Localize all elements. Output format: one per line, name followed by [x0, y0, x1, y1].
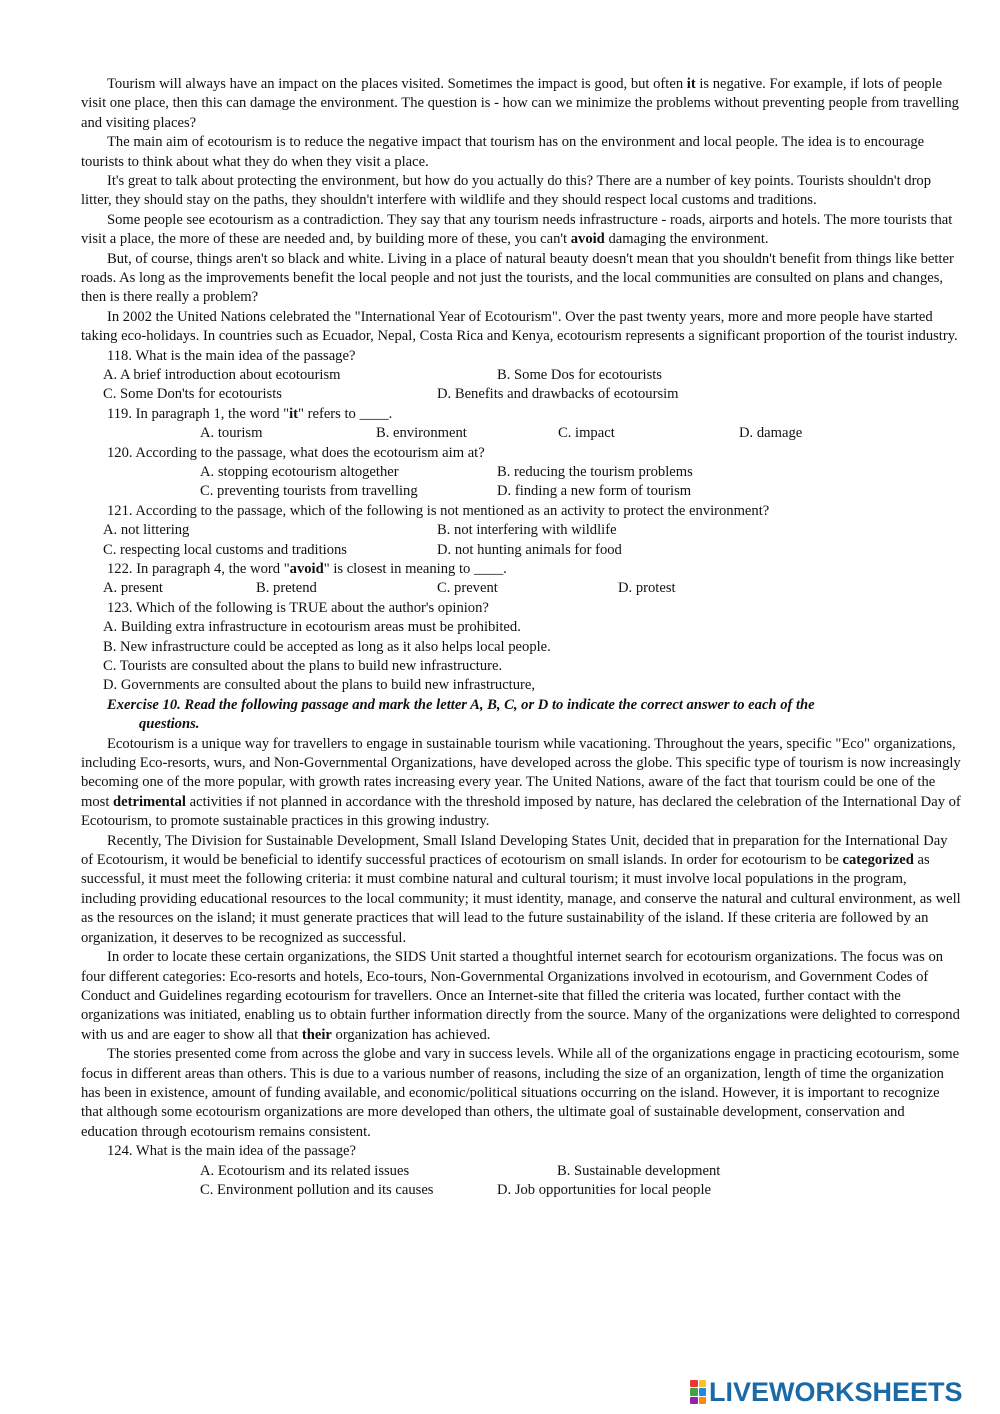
question-124-option-a[interactable]: A. Ecotourism and its related issues [200, 1162, 410, 1179]
liveworksheets-logo-text: LIVEWORKSHEETS [709, 1376, 963, 1407]
question-118-options-row-1 [81, 366, 963, 385]
question-124-option-b[interactable]: B. Sustainable development [557, 1162, 721, 1179]
question-119-stem: 119. In paragraph 1, the word "it" refers to ____. [107, 405, 393, 422]
question-123-option-d[interactable]: D. Governments are consulted about the plans to build new infrastructure, [103, 677, 536, 694]
question-120-options-row-1 [81, 463, 963, 482]
logo-block [699, 1388, 707, 1395]
exercise-10-heading-line-2: questions. [139, 716, 200, 733]
question-121-option-c[interactable]: C. respecting local customs and traditions [103, 541, 347, 558]
question-123-option-a[interactable]: A. Building extra infrastructure in ecotourism areas must be prohibited. [103, 619, 521, 636]
question-121-option-b[interactable]: B. not interfering with wildlife [437, 522, 617, 539]
question-118-stem: 118. What is the main idea of the passage? [107, 347, 356, 364]
question-120-option-c[interactable]: C. preventing tourists from travelling [200, 483, 418, 500]
question-124-option-d[interactable]: D. Job opportunities for local people [497, 1181, 711, 1198]
question-122-options-row [81, 579, 963, 598]
logo-block [690, 1388, 698, 1395]
question-121-stem: 121. According to the passage, which of the following is not mentioned as an activity to protect the environment? [107, 502, 770, 519]
question-120-options-row-2 [81, 482, 963, 501]
question-123-stem: 123. Which of the following is TRUE about the author's opinion? [107, 599, 489, 616]
exercise-10-heading-line-1: Exercise 10. Read the following passage and mark the letter A, B, C, or D to indicate the correct answer to each of the [107, 696, 815, 713]
question-122-option-a[interactable]: A. present [103, 580, 163, 597]
question-118-options-row-2 [81, 385, 963, 404]
question-119-option-b[interactable]: B. environment [376, 425, 467, 442]
passage2-paragraph-4: The stories presented come from across the globe and vary in success levels. While all of the organizations engage in practicing ecotourism, some focus in different areas than others. This is due to a various number of reasons, including the size of an organization, length of time the organization has been in existence, amount of funding available, and economic/political situations occurring on the island. However, it is important to recognize that although some ecotourism organizations are more developed than others, the ultimate goal of sustainable development, conservation and education through ecotourism remains consistent. [81, 1046, 960, 1140]
logo-block [690, 1380, 698, 1387]
question-121-options-row-1 [81, 521, 963, 540]
question-120-option-a[interactable]: A. stopping ecotourism altogether [200, 464, 399, 481]
exercise-10-heading [81, 696, 963, 735]
passage1-paragraph-3: It's great to talk about protecting the environment, but how do you actually do this? There are a number of key points. Tourists shouldn't drop litter, they should stay on the paths, they shouldn't interfere with wildlife and they should respect local customs and traditions. [81, 173, 932, 209]
question-124-options-row-1 [81, 1162, 963, 1181]
question-122-option-d[interactable]: D. protest [618, 580, 676, 597]
question-121-options-row-2 [81, 541, 963, 560]
worksheet-page [81, 75, 963, 1200]
question-122-option-b[interactable]: B. pretend [256, 580, 317, 597]
question-124-stem: 124. What is the main idea of the passage? [107, 1143, 356, 1160]
question-123-option-c[interactable]: C. Tourists are consulted about the plans to build new infrastructure. [103, 658, 503, 675]
question-123-option-b[interactable]: B. New infrastructure could be accepted as long as it also helps local people. [103, 638, 551, 655]
logo-block [699, 1397, 707, 1404]
question-119-options-row [81, 424, 963, 443]
logo-block [690, 1397, 698, 1404]
question-124-options-row-2 [81, 1181, 963, 1200]
question-118-option-a[interactable]: A. A brief introduction about ecotourism [103, 367, 341, 384]
question-119-option-c[interactable]: C. impact [558, 425, 615, 442]
question-118-option-d[interactable]: D. Benefits and drawbacks of ecotoursim [437, 386, 679, 403]
question-121-option-a[interactable]: A. not littering [103, 522, 190, 539]
passage2-paragraph-1: Ecotourism is a unique way for travellers to engage in sustainable tourism while vacationing. Throughout the years, specific "Eco" organizations, including Eco-resorts, wurs, and Non-Governmental Organizations, have developed across the globe. This specific type of tourism is now increasingly becoming one of the more popular, with growth rates increasing every year. The United Nations, aware of the fact that tourism could be one of the most detrimental activities if not planned in accordance with the threshold imposed by nature, has declared the celebration of the International Day of Ecotourism, to promote sustainable practices in this growing industry. [81, 735, 961, 830]
question-119-option-a[interactable]: A. tourism [200, 425, 263, 442]
liveworksheets-logo-icon [690, 1380, 706, 1404]
question-118-option-b[interactable]: B. Some Dos for ecotourists [497, 367, 662, 384]
passage1-paragraph-4: Some people see ecotourism as a contradiction. They say that any tourism needs infrastructure - roads, airports and hotels. The more tourists that visit a place, the more of these are needed and, by building more of these, you can't avoid damaging the environment. [81, 211, 953, 248]
question-120-option-d[interactable]: D. finding a new form of tourism [497, 483, 692, 500]
passage1-paragraph-5: But, of course, things aren't so black and white. Living in a place of natural beauty doesn't mean that you shouldn't benefit from things like better roads. As long as the improvements benefit the local people and not just the tourists, and the local communities are consulted on plans and changes, then is there really a problem? [81, 250, 954, 306]
passage1-paragraph-6: In 2002 the United Nations celebrated the "International Year of Ecotourism". Over the past twenty years, more and more people have started taking eco-holidays. In countries such as Ecuador, Nepal, Costa Rica and Kenya, ecotourism represents a significant proportion of the tourist industry. [81, 308, 958, 345]
question-121-option-d[interactable]: D. not hunting animals for food [437, 541, 622, 558]
passage1-paragraph-2: The main aim of ecotourism is to reduce the negative impact that tourism has on the environment and local people. The idea is to encourage tourists to think about what they do when they visit a place. [81, 134, 925, 170]
question-120-stem: 120. According to the passage, what does the ecotourism aim at? [107, 444, 485, 461]
liveworksheets-logo[interactable] [690, 1378, 963, 1406]
question-120-option-b[interactable]: B. reducing the tourism problems [497, 464, 693, 481]
logo-block [699, 1380, 707, 1387]
passage1-paragraph-1: Tourism will always have an impact on the places visited. Sometimes the impact is good, but often it is negative. For example, if lots of people visit one place, then this can damage the environment. The question is - how can we minimize the problems without preventing people from travelling and visiting places? [81, 76, 959, 131]
passage2-paragraph-3: In order to locate these certain organizations, the SIDS Unit started a thoughtful internet search for ecotourism organizations. The focus was on four different categories: Eco-resorts and hotels, Eco-tours, Non-Governmental Organizations involved in ecotourism, and Government Codes of Conduct and Guidelines regarding ecotourism for travellers. Once an Internet-site that filled the criteria was located, further contact with the organizations was initiated, enabling us to obtain further information directly from the source. Many of the organizations were delighted to correspond with us and are eager to show all that their organization has achieved. [81, 949, 960, 1043]
question-119-option-d[interactable]: D. damage [739, 425, 803, 442]
question-122-option-c[interactable]: C. prevent [437, 580, 498, 597]
question-124-option-c[interactable]: C. Environment pollution and its causes [200, 1181, 434, 1198]
question-122-stem: 122. In paragraph 4, the word "avoid" is closest in meaning to ____. [107, 561, 507, 578]
question-118-option-c[interactable]: C. Some Don'ts for ecotourists [103, 386, 282, 403]
passage2-paragraph-2: Recently, The Division for Sustainable Development, Small Island Developing States Unit, decided that in preparation for the International Day of Ecotourism, it would be beneficial to identify successful practices of ecotourism on small islands. In order for ecotourism to be categorized as successful, it must meet the following criteria: it must combine natural and cultural tourism; it must involve local populations in the program, including providing educational resources to the local community; it must identity, manage, and conserve the natural and cultural environment, as well as the resources on the island; it must generate practices that will lead to the future sustainability of the island. If these criteria are followed by an organization, it deserves to be recognized as successful. [81, 832, 961, 946]
